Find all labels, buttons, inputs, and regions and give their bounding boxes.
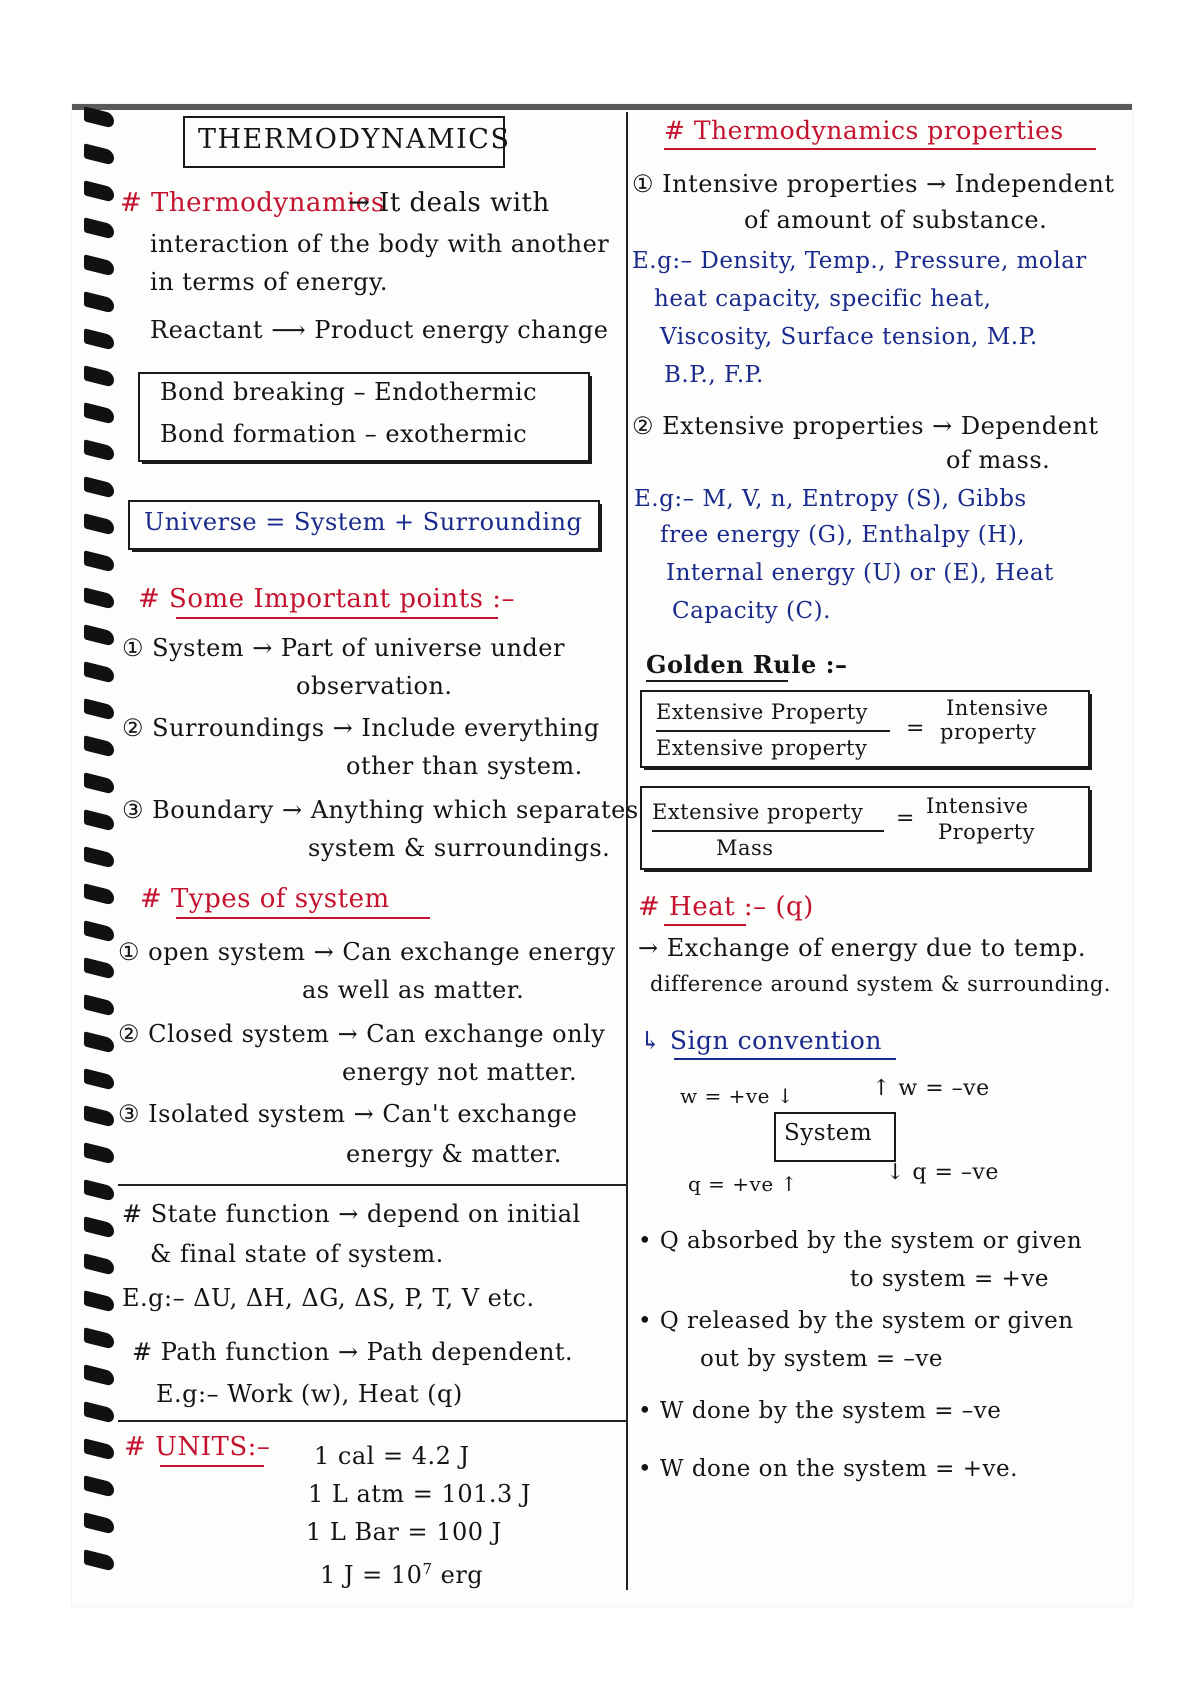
binding-ring — [84, 180, 114, 202]
binding-ring — [84, 1068, 114, 1090]
intensive-eg-2: heat capacity, specific heat, — [654, 286, 992, 312]
heat-line-2: difference around system & surrounding. — [650, 972, 1111, 996]
golden-rule-underline — [646, 680, 788, 682]
bullet-2b: out by system = –ve — [700, 1346, 944, 1372]
heat-positive-label: q = +ve ↑ — [688, 1172, 798, 1196]
golden-rule-2-equals: = — [896, 806, 915, 831]
point-2a: ② Surroundings → Include everything — [122, 714, 600, 742]
golden-rule-1-denominator: Extensive property — [656, 736, 868, 760]
golden-rule-1-equals: = — [906, 716, 925, 741]
extensive-1: ② Extensive properties → Dependent — [632, 412, 1099, 440]
binding-ring — [84, 550, 114, 572]
isolated-system-1: ③ Isolated system → Can't exchange — [118, 1100, 578, 1128]
points-heading: # Some Important points :– — [138, 584, 516, 614]
binding-ring — [84, 1290, 114, 1312]
def-line-4: Reactant ⟶ Product energy change — [150, 316, 609, 344]
closed-system-2: energy not matter. — [342, 1058, 578, 1086]
binding-ring — [84, 1401, 114, 1423]
properties-heading-underline — [664, 148, 1096, 150]
types-heading: # Types of system — [140, 884, 390, 914]
binding-ring — [84, 365, 114, 387]
binding-ring — [84, 106, 114, 128]
bullet-2a: • Q released by the system or given — [638, 1308, 1074, 1334]
extensive-eg-3: Internal energy (U) or (E), Heat — [666, 560, 1054, 586]
work-positive-label: w = +ve ↓ — [680, 1084, 795, 1108]
bullet-4: • W done on the system = +ve. — [638, 1456, 1018, 1482]
binding-ring — [84, 1179, 114, 1201]
binding-ring — [84, 476, 114, 498]
def-term: # Thermodynamics — [120, 188, 385, 218]
binding-ring — [84, 772, 114, 794]
binding-ring — [84, 1475, 114, 1497]
binding-ring — [84, 846, 114, 868]
golden-rule-2-result-2: Property — [938, 820, 1036, 844]
binding-ring — [84, 143, 114, 165]
binding-ring — [84, 661, 114, 683]
binding-ring — [84, 1327, 114, 1349]
binding-ring — [84, 291, 114, 313]
golden-rule-2-denominator: Mass — [716, 836, 774, 860]
extensive-eg-2: free energy (G), Enthalpy (H), — [660, 522, 1026, 548]
unit-erg-base: 1 J = 10 — [320, 1561, 423, 1589]
bond-line-1: Bond breaking – Endothermic — [160, 378, 538, 406]
golden-rule-heading: Golden Rule :– — [646, 650, 848, 679]
binding-ring — [84, 1216, 114, 1238]
binding-ring — [84, 624, 114, 646]
unit-latm: 1 L atm = 101.3 J — [308, 1480, 531, 1508]
isolated-system-2: energy & matter. — [346, 1140, 562, 1168]
types-heading-underline — [176, 917, 430, 919]
binding-ring — [84, 698, 114, 720]
bullet-1b: to system = +ve — [850, 1266, 1049, 1292]
unit-lbar: 1 L Bar = 100 J — [306, 1518, 502, 1546]
column-divider — [626, 112, 628, 1590]
open-system-1: ① open system → Can exchange energy — [118, 938, 616, 966]
binding-ring — [84, 1549, 114, 1571]
binding-ring — [84, 1142, 114, 1164]
golden-rule-2-fraction-bar — [652, 830, 884, 832]
universe-equation: Universe = System + Surrounding — [144, 508, 583, 536]
heat-heading-underline — [664, 924, 746, 926]
intensive-2: of amount of substance. — [744, 206, 1048, 234]
system-label: System — [784, 1120, 873, 1146]
intensive-1: ① Intensive properties → Independent — [632, 170, 1115, 198]
binding-ring — [84, 735, 114, 757]
closed-system-1: ② Closed system → Can exchange only — [118, 1020, 606, 1048]
def-line-1: → It deals with — [348, 188, 550, 218]
extensive-eg-1: E.g:– M, V, n, Entropy (S), Gibbs — [634, 486, 1027, 512]
binding-ring — [84, 920, 114, 942]
units-heading: # UNITS:– — [124, 1432, 271, 1462]
point-3b: system & surroundings. — [308, 834, 611, 862]
intensive-eg-4: B.P., F.P. — [664, 362, 764, 388]
extensive-eg-4: Capacity (C). — [672, 598, 831, 624]
intensive-eg-3: Viscosity, Surface tension, M.P. — [660, 324, 1038, 350]
heat-heading: # Heat :– (q) — [638, 892, 814, 922]
extensive-2: of mass. — [946, 446, 1051, 474]
binding-ring — [84, 957, 114, 979]
sign-convention-heading: ↳ Sign convention — [640, 1026, 882, 1055]
heat-line-1: → Exchange of energy due to temp. — [638, 934, 1086, 962]
binding-ring — [84, 587, 114, 609]
unit-erg-unit: erg — [432, 1561, 484, 1589]
binding-ring — [84, 402, 114, 424]
golden-rule-1-result-2: property — [940, 720, 1037, 744]
golden-rule-1-numerator: Extensive Property — [656, 700, 869, 724]
binding-ring — [84, 254, 114, 276]
rule-units — [118, 1420, 626, 1422]
binding-ring — [84, 994, 114, 1016]
unit-erg-exponent: 7 — [422, 1560, 433, 1578]
rule-state — [118, 1184, 626, 1186]
point-1a: ① System → Part of universe under — [122, 634, 565, 662]
properties-heading: # Thermodynamics properties — [664, 116, 1064, 145]
units-heading-underline — [160, 1465, 264, 1467]
binding-ring — [84, 1438, 114, 1460]
open-system-2: as well as matter. — [302, 976, 525, 1004]
golden-rule-1-fraction-bar — [656, 730, 890, 732]
binding-ring — [84, 439, 114, 461]
point-1b: observation. — [296, 672, 453, 700]
unit-cal: 1 cal = 4.2 J — [314, 1442, 470, 1470]
golden-rule-2-numerator: Extensive property — [652, 800, 864, 824]
bullet-1a: • Q absorbed by the system or given — [638, 1228, 1083, 1254]
binding-ring — [84, 1512, 114, 1534]
points-heading-underline — [176, 617, 498, 619]
path-function-1: # Path function → Path dependent. — [132, 1338, 574, 1366]
def-line-3: in terms of energy. — [150, 268, 388, 296]
state-function-1: # State function → depend on initial — [122, 1200, 581, 1228]
def-line-2: interaction of the body with another — [150, 230, 610, 258]
point-3a: ③ Boundary → Anything which separates — [122, 796, 639, 824]
heat-negative-label: ↓ q = –ve — [886, 1160, 999, 1185]
state-function-2: & final state of system. — [150, 1240, 444, 1268]
binding-ring — [84, 1031, 114, 1053]
golden-rule-2-result-1: Intensive — [926, 794, 1029, 818]
binding-ring — [84, 809, 114, 831]
intensive-eg-1: E.g:– Density, Temp., Pressure, molar — [632, 248, 1087, 274]
state-function-eg: E.g:– ΔU, ΔH, ΔG, ΔS, P, T, V etc. — [122, 1284, 535, 1312]
binding-ring — [84, 513, 114, 535]
spiral-binding — [84, 110, 114, 1590]
page-title: THERMODYNAMICS — [198, 124, 511, 155]
golden-rule-1-result-1: Intensive — [946, 696, 1049, 720]
bond-line-2: Bond formation – exothermic — [160, 420, 528, 448]
bullet-3: • W done by the system = –ve — [638, 1398, 1002, 1424]
point-2b: other than system. — [346, 752, 583, 780]
binding-ring — [84, 328, 114, 350]
binding-ring — [84, 1364, 114, 1386]
binding-ring — [84, 883, 114, 905]
binding-ring — [84, 1253, 114, 1275]
binding-ring — [84, 1105, 114, 1127]
sign-convention-underline — [674, 1058, 896, 1060]
unit-erg — [320, 1560, 483, 1589]
work-negative-label: ↑ w = –ve — [872, 1076, 990, 1101]
binding-ring — [84, 217, 114, 239]
path-function-eg: E.g:– Work (w), Heat (q) — [156, 1380, 463, 1408]
